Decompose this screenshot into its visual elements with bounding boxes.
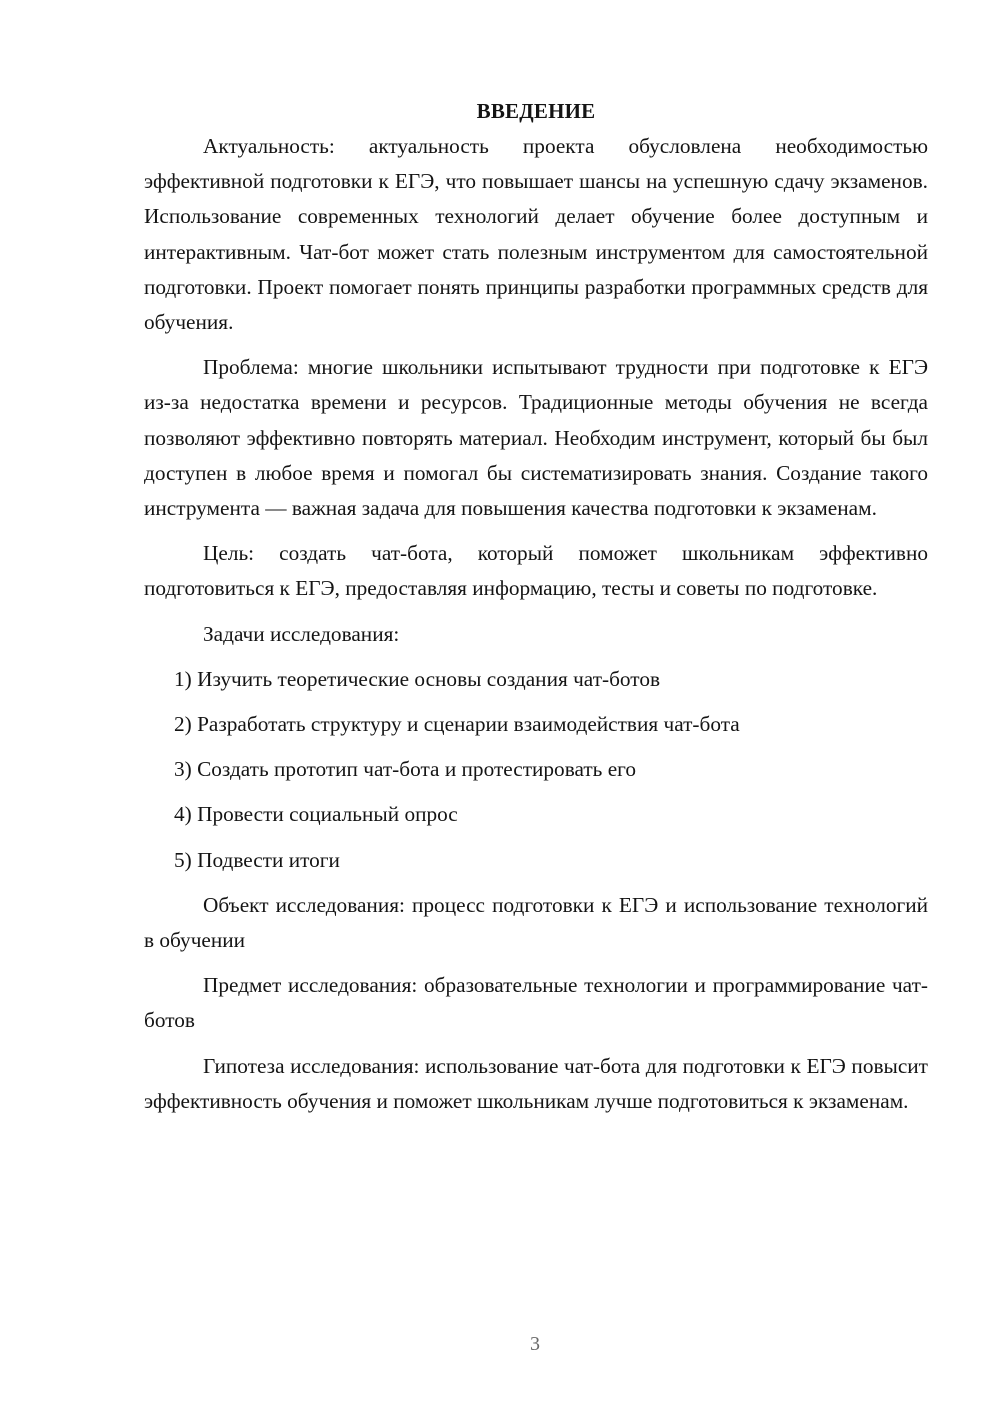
paragraph-problem: Проблема: многие школьники испытывают трудности при подготовке к ЕГЭ из-за недостатка времени и ресурсов. Традиционные методы обучения не всегда позволяют эффективно повторять материал. Необходим инструмент, который бы был доступен в любое время и помогал бы систематизировать знания. Создание такого инструмента — важная задача для повышения качества подготовки к экзаменам. [144,355,928,521]
paragraph-relevance: Актуальность: актуальность проекта обусловлена необходимостью эффективной подготовки к ЕГЭ, что повышает шансы на успешную сдачу экзаменов. Использование современных технологий делает обучение более доступным и интерактивным. Чат-бот может стать полезным инструментом для самостоятельной подготовки. Проект помогает понять принципы разработки программных средств для обучения. [144,134,928,335]
paragraph-hypothesis: Гипотеза исследования: использование чат-бота для подготовки к ЕГЭ повысит эффективность обучения и поможет школьникам лучше подготовиться к экзаменам. [144,1053,928,1113]
tasks-list [144,662,928,878]
list-item: 2) Разработать структуру и сценарии взаимодействия чат-бота [174,712,740,737]
paragraph-subject: Предмет исследования: образовательные технологии и программирование чат-ботов [144,973,928,1033]
tasks-heading: Задачи исследования: [203,621,400,646]
paragraph-object: Объект исследования: процесс подготовки к ЕГЭ и использование технологий в обучении [144,892,928,953]
paragraph-goal: Цель: создать чат-бота, который поможет школьникам эффективно подготовиться к ЕГЭ, предоставляя информацию, тесты и советы по подготовке. [144,541,928,601]
list-item: 3) Создать прототип чат-бота и протестировать его [174,757,637,782]
list-item: 5) Подвести итоги [174,847,340,872]
section-heading: ВВЕДЕНИЕ [476,99,596,123]
page-number: 3 [530,1333,540,1355]
list-item: 1) Изучить теоретические основы создания чат-ботов [174,666,661,691]
document-page [144,94,928,1119]
list-item: 4) Провести социальный опрос [174,802,458,827]
